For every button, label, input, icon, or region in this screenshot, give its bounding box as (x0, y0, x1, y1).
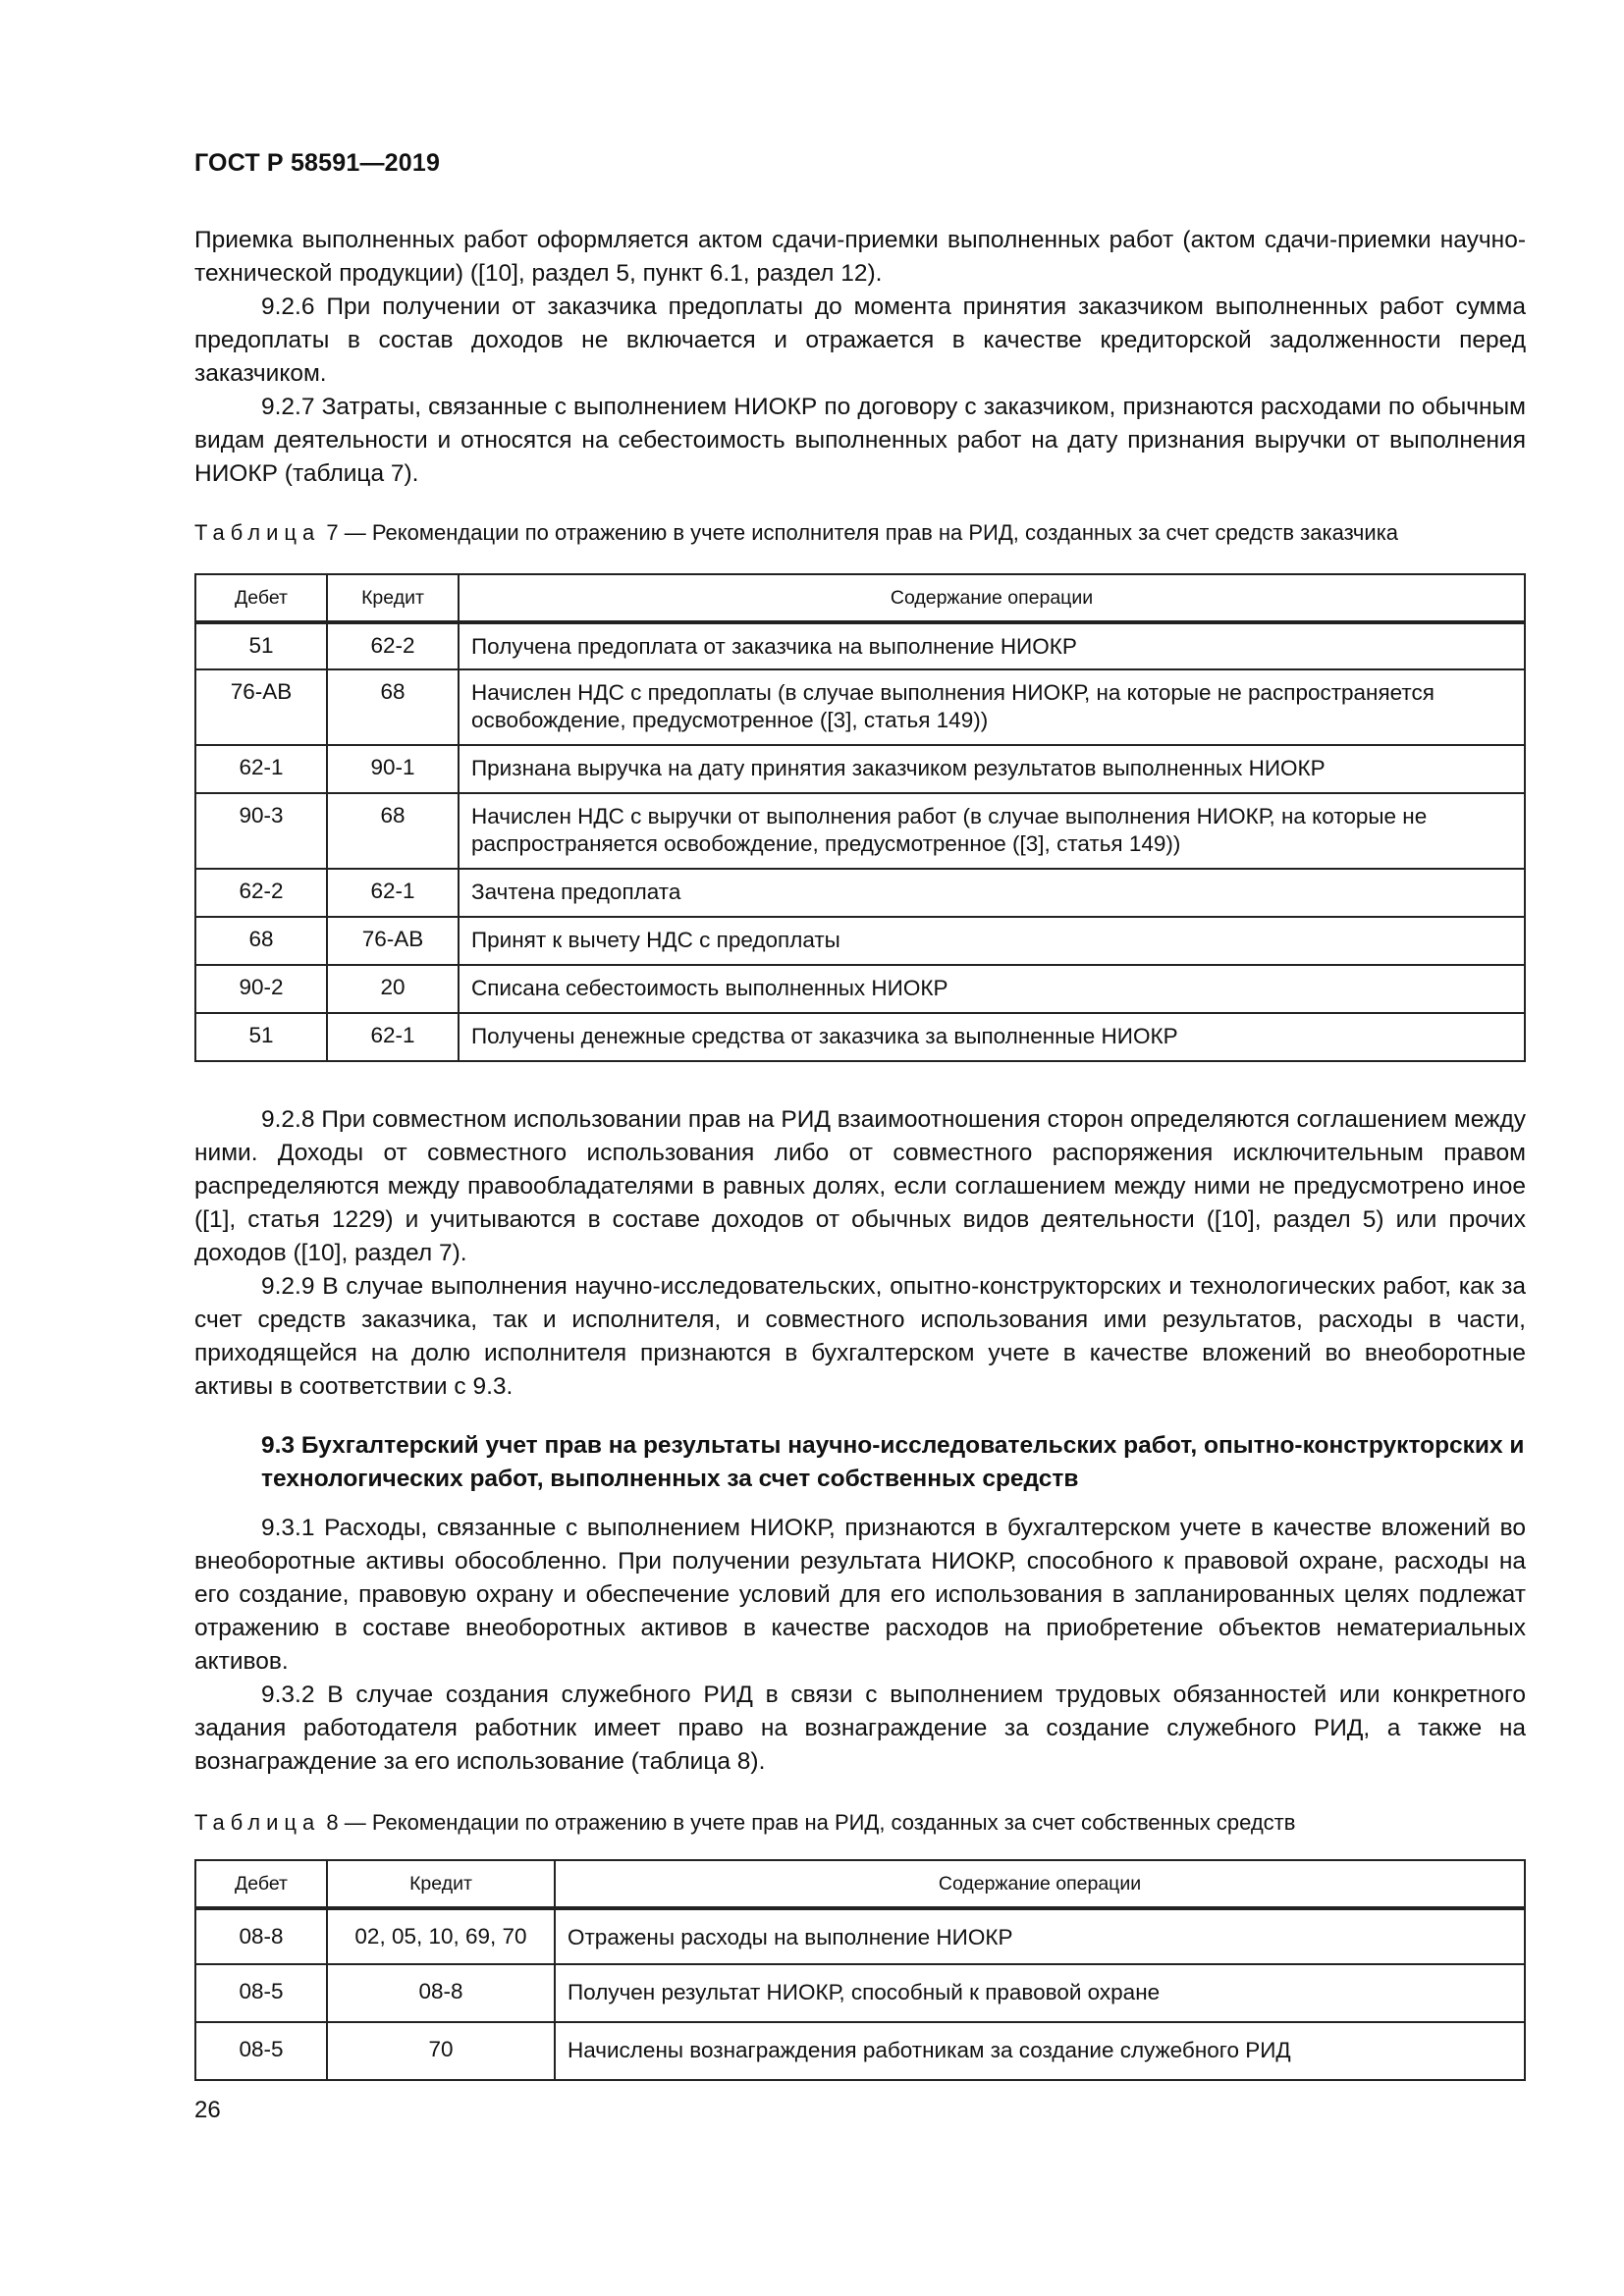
operation-cell: Начислен НДС с выручки от выполнения работ (в случае выполнения НИОКР, на которые не распространяется освобождение, предусмотренное ([3], статья 149)) (459, 793, 1525, 869)
table-8-header-row (195, 1860, 1525, 1908)
table-8-caption-text: 8 — Рекомендации по отражению в учете прав на РИД, созданных за счет собственных средств (320, 1810, 1296, 1835)
table-row (195, 669, 1525, 745)
operation-cell: Принят к вычету НДС с предоплаты (459, 917, 1525, 965)
table-7-caption-text: 7 — Рекомендации по отражению в учете исполнителя прав на РИД, созданных за счет средств заказчика (320, 520, 1399, 545)
credit-cell: 62-1 (327, 1013, 459, 1061)
operation-cell: Начислены вознаграждения работникам за создание служебного РИД (555, 2022, 1525, 2080)
debit-cell: 90-3 (195, 793, 327, 869)
column-header-credit: Кредит (327, 574, 459, 622)
credit-cell: 90-1 (327, 745, 459, 793)
table-7-caption-word: Таблица (194, 520, 321, 545)
debit-cell: 62-2 (195, 869, 327, 917)
table-row (195, 869, 1525, 917)
table-row (195, 622, 1525, 669)
section-heading-9-3: 9.3 Бухгалтерский учет прав на результаты научно-исследовательских работ, опытно-конструкторских и технологических работ, выполненных за счет собственных средств (261, 1432, 1525, 1492)
table-8-caption-word: Таблица (194, 1810, 321, 1835)
debit-cell: 62-1 (195, 745, 327, 793)
table-row (195, 1964, 1525, 2022)
table-row (195, 745, 1525, 793)
table-8-caption (194, 1810, 1295, 1836)
operation-cell: Списана себестоимость выполненных НИОКР (459, 965, 1525, 1013)
table-row (195, 965, 1525, 1013)
credit-cell: 68 (327, 793, 459, 869)
debit-cell: 08-5 (195, 2022, 327, 2080)
column-header-operation: Содержание операции (459, 574, 1525, 622)
debit-cell: 76-АВ (195, 669, 327, 745)
page-number: 26 (194, 2097, 221, 2123)
debit-cell: 51 (195, 622, 327, 669)
debit-cell: 08-8 (195, 1908, 327, 1964)
column-header-debit: Дебет (195, 574, 327, 622)
credit-cell: 70 (327, 2022, 555, 2080)
credit-cell: 08-8 (327, 1964, 555, 2022)
paragraph-9-2-9: 9.2.9 В случае выполнения научно-исследовательских, опытно-конструкторских и технологических работ, как за счет средств заказчика, так и исполнителя, и совместного использования ими результатов, расходы в части, приходящейся на долю исполнителя признаются в бухгалтерском учете в качестве вложений во внеоборотные активы в соответствии с 9.3. (194, 1273, 1526, 1400)
table-7-header-row (195, 574, 1525, 622)
table-row (195, 2022, 1525, 2080)
debit-cell: 68 (195, 917, 327, 965)
paragraph-9-2-8: 9.2.8 При совместном использовании прав на РИД взаимоотношения сторон определяются соглашением между ними. Доходы от совместного использования либо от совместного распоряжения исключительным правом распределяются между правообладателями в равных долях, если соглашением между ними не предусмотрено иное ([1], статья 1229) и учитываются в составе доходов от обычных видов деятельности ([10], раздел 5) или прочих доходов ([10], раздел 7). (194, 1106, 1526, 1266)
table-8 (194, 1859, 1526, 2081)
operation-cell: Получен результат НИОКР, способный к правовой охране (555, 1964, 1525, 2022)
column-header-credit: Кредит (327, 1860, 555, 1908)
operation-cell: Получены денежные средства от заказчика за выполненные НИОКР (459, 1013, 1525, 1061)
credit-cell: 76-АВ (327, 917, 459, 965)
debit-cell: 90-2 (195, 965, 327, 1013)
operation-cell: Получена предоплата от заказчика на выполнение НИОКР (459, 622, 1525, 669)
table-7-caption (194, 520, 1398, 546)
credit-cell: 20 (327, 965, 459, 1013)
document-header: ГОСТ Р 58591—2019 (194, 149, 441, 177)
credit-cell: 68 (327, 669, 459, 745)
table-row (195, 1908, 1525, 1964)
text-block-2 (194, 1103, 1526, 1404)
paragraph-9-2-7: 9.2.7 Затраты, связанные с выполнением НИОКР по договору с заказчиком, признаются расходами по обычным видам деятельности и относятся на себестоимость выполненных работ на дату признания выручки от выполнения НИОКР (таблица 7). (194, 394, 1526, 487)
paragraph-9-2-6: 9.2.6 При получении от заказчика предоплаты до момента принятия заказчиком выполненных работ сумма предоплаты в состав доходов не включается и отражается в качестве кредиторской задолженности перед заказчиком. (194, 294, 1526, 387)
operation-cell: Отражены расходы на выполнение НИОКР (555, 1908, 1525, 1964)
column-header-debit: Дебет (195, 1860, 327, 1908)
debit-cell: 51 (195, 1013, 327, 1061)
table-row (195, 793, 1525, 869)
debit-cell: 08-5 (195, 1964, 327, 2022)
paragraph-9-3-2: 9.3.2 В случае создания служебного РИД в связи с выполнением трудовых обязанностей или конкретного задания работодателя работник имеет право на вознаграждение за создание служебного РИД, а также на вознаграждение за его использование (таблица 8). (194, 1682, 1526, 1775)
paragraph-intro: Приемка выполненных работ оформляется актом сдачи-приемки выполненных работ (актом сдачи-приемки научно-технической продукции) ([10], раздел 5, пункт 6.1, раздел 12). (194, 227, 1526, 287)
text-block-3 (194, 1512, 1526, 1779)
operation-cell: Зачтена предоплата (459, 869, 1525, 917)
paragraph-9-3-1: 9.3.1 Расходы, связанные с выполнением НИОКР, признаются в бухгалтерском учете в качестве вложений во внеоборотные активы обособленно. При получении результата НИОКР, способного к правовой охране, расходы на его создание, правовую охрану и обеспечение условий для его использования в запланированных целях подлежат отражению в составе внеоборотных активов в качестве расходов на приобретение объектов нематериальных активов. (194, 1515, 1526, 1675)
operation-cell: Начислен НДС с предоплаты (в случае выполнения НИОКР, на которые не распространяется освобождение, предусмотренное ([3], статья 149)) (459, 669, 1525, 745)
table-7 (194, 573, 1526, 1062)
credit-cell: 62-2 (327, 622, 459, 669)
credit-cell: 02, 05, 10, 69, 70 (327, 1908, 555, 1964)
operation-cell: Признана выручка на дату принятия заказчиком результатов выполненных НИОКР (459, 745, 1525, 793)
table-row (195, 917, 1525, 965)
credit-cell: 62-1 (327, 869, 459, 917)
text-block-1 (194, 224, 1526, 491)
column-header-operation: Содержание операции (555, 1860, 1525, 1908)
table-row (195, 1013, 1525, 1061)
